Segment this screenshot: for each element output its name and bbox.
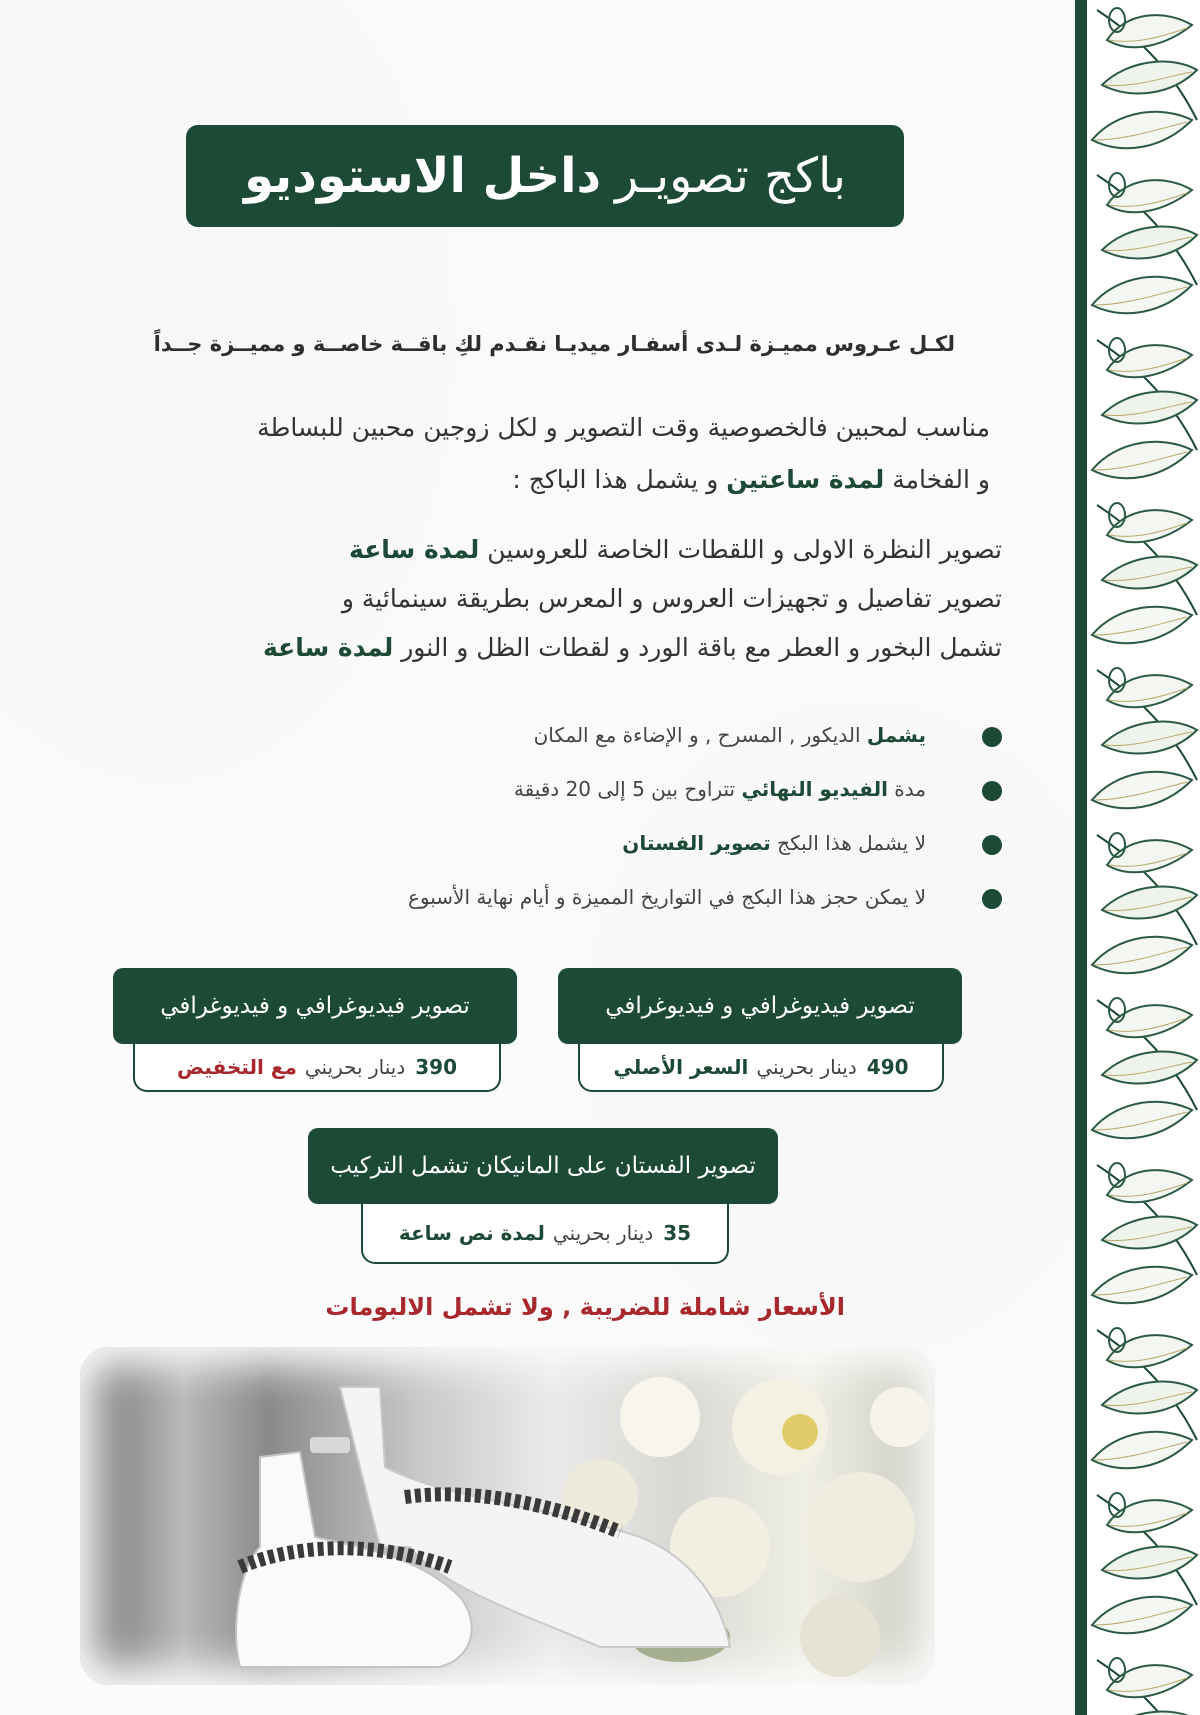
package-original-price (578, 1044, 944, 1092)
intro-line-2 (90, 454, 990, 506)
package-dress-label: تصوير الفستان على المانيكان تشمل التركيب (308, 1128, 778, 1204)
features-list (250, 716, 950, 932)
list-item (250, 716, 950, 770)
price-discount-number: 390 (415, 1055, 457, 1079)
price-discount-tag: مع التخفيض (177, 1055, 297, 1079)
intro-line-2-start: و الفخامة (884, 465, 990, 494)
bridal-shoes-photo (80, 1347, 935, 1685)
price-original-number: 490 (866, 1055, 909, 1079)
package-discount-label: تصوير فيديوغرافي و فيديوغرافي (113, 968, 517, 1044)
details-line-3-start: تشمل البخور و العطر مع باقة الورد و لقطات الظل و النور (393, 633, 1002, 662)
details-line-1-bold: لمدة ساعة (349, 535, 480, 564)
details-paragraph (122, 525, 1002, 672)
intro-line-1: مناسب لمحبين فالخصوصية وقت التصوير و لكل زوجين محبين للبساطة (257, 413, 990, 442)
intro-paragraph (90, 402, 990, 506)
details-line-3 (122, 623, 1002, 672)
page-title (186, 125, 904, 227)
price-original-tag: السعر الأصلي (613, 1055, 749, 1079)
price-dress-tag: لمدة نص ساعة (398, 1221, 545, 1245)
intro-line-2-bold: لمدة ساعتين (726, 465, 885, 494)
shoes-flowers-illustration-icon (80, 1347, 935, 1685)
intro-line-2-end: و يشمل هذا الباكج : (512, 465, 727, 494)
list-item (250, 824, 950, 878)
bullet-1-bold: يشمل (866, 723, 926, 747)
bullet-4-text: لا يمكن حجز هذا البكج في التواريخ المميزة و أيام نهاية الأسبوع (408, 885, 926, 909)
price-dress-currency: دينار بحريني (552, 1221, 654, 1245)
bullet-3-bold: تصوير الفستان (622, 831, 771, 855)
title-bold: داخل الاستوديو (244, 148, 602, 204)
bullet-2-text: تتراوح بين 5 إلى 20 دقيقة (513, 777, 742, 801)
package-dress-price (361, 1204, 729, 1264)
bullet-1-text: الديكور , المسرح , و الإضاءة مع المكان (533, 723, 867, 747)
details-line-1 (122, 525, 1002, 574)
package-original-label: تصوير فيديوغرافي و فيديوغرافي (558, 968, 962, 1044)
tagline: لكـل عـروس مميـزة لـدى أسفـار ميديـا نقـدم لكِ باقــة خاصــة و مميــزة جــداً (153, 332, 955, 356)
bullet-2-bold: الفيديو النهائي (741, 777, 888, 801)
leaf-border-decoration (1075, 0, 1200, 1715)
details-line-2: تصوير تفاصيل و تجهيزات العروس و المعرس بطريقة سينمائية و (341, 584, 1002, 613)
list-item (250, 770, 950, 824)
bullet-3-start: لا يشمل هذا البكج (770, 831, 926, 855)
bullet-2-start: مدة (887, 777, 926, 801)
price-original-currency: دينار بحريني (756, 1055, 857, 1079)
list-item (250, 878, 950, 932)
price-dress-number: 35 (663, 1221, 692, 1245)
package-discount-price (133, 1044, 501, 1092)
title-light: باكج تصويـر (615, 148, 846, 204)
tax-note: الأسعار شاملة للضريبة , ولا تشمل الالبومات (325, 1293, 845, 1321)
details-line-3-bold: لمدة ساعة (263, 633, 394, 662)
price-discount-currency: دينار بحريني (304, 1055, 406, 1079)
leaf-pattern-icon (1087, 0, 1200, 1715)
details-line-1-start: تصوير النظرة الاولى و اللقطات الخاصة للعروسين (479, 535, 1002, 564)
border-bar (1075, 0, 1087, 1715)
